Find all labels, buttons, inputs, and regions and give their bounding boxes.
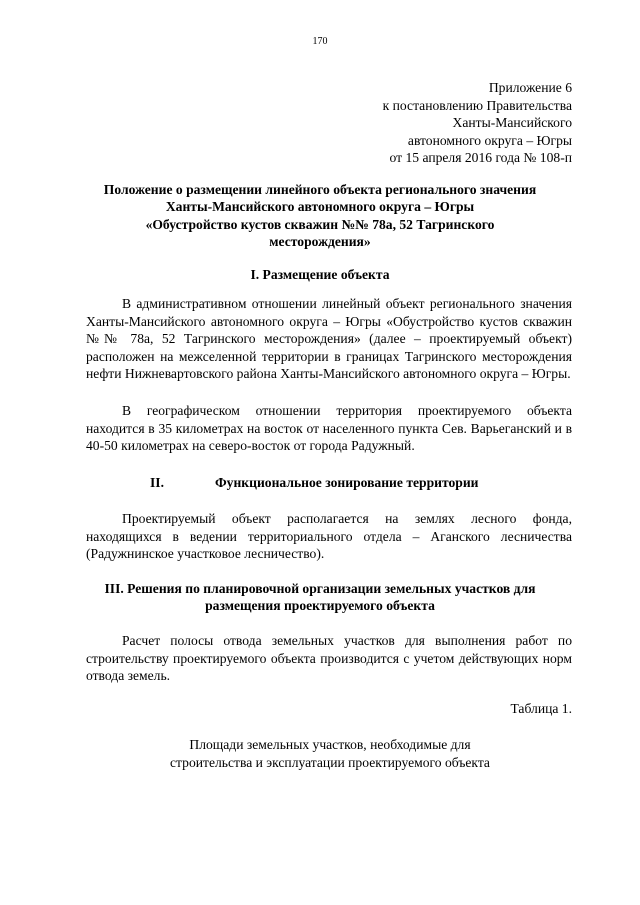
appendix-line: Ханты-Мансийского: [452, 115, 572, 131]
section-3-heading: [60, 580, 580, 615]
document-title: [60, 181, 580, 251]
appendix-line: к постановлению Правительства: [382, 97, 572, 113]
table-label: Таблица 1.: [510, 701, 572, 716]
title-line: Положение о размещении линейного объекта регионального значения: [103, 182, 537, 197]
section-2-paragraph-1: Проектируемый объект располагается на землях лесного фонда, находящихся в ведении территориального отдела – Аганского лесничества (Радужнинское участковое лесничество).: [86, 511, 572, 562]
table-caption-line: строительства и эксплуатации проектируемого объекта: [170, 754, 490, 770]
table-caption-line: Площади земельных участков, необходимые для: [189, 737, 471, 752]
section-2-number: II.: [150, 475, 164, 490]
title-line: Ханты-Мансийского автономного округа – Югры: [165, 199, 475, 215]
appendix-line: Приложение 6: [488, 80, 572, 95]
section-1-paragraph-2: В географическом отношении территория проектируемого объекта находится в 35 километрах на восток от населенного пункта Сев. Варьеганский и в 40-50 километрах на северо-восток от города Радужный.: [86, 403, 572, 454]
title-line: «Обустройство кустов скважин №№ 78а, 52 Тагринского: [145, 216, 495, 232]
section-1-heading: I. Размещение объекта: [250, 267, 390, 282]
section-1-paragraph-1: В административном отношении линейный объект регионального значения Ханты-Мансийского автономного округа – Югры «Обустройство кустов скважин №№ 78а, 52 Тагринского месторождения» (далее – проектируемый объект) расположен на межселенной территории в границах Тагринского месторождения нефти Нижневартовского района Ханты-Мансийского автономного округа – Югры.: [86, 296, 572, 382]
title-line: месторождения»: [269, 234, 371, 250]
appendix-line: от 15 апреля 2016 года № 108-п: [389, 150, 572, 166]
section-3-heading-line: III. Решения по планировочной организации земельных участков для: [104, 581, 536, 596]
table-caption: [60, 736, 600, 771]
section-3-paragraph-1: Расчет полосы отвода земельных участков для выполнения работ по строительству проектируемого объекта производится с учетом действующих норм отвода земель.: [86, 633, 572, 684]
section-3-heading-line: размещения проектируемого объекта: [205, 598, 435, 614]
appendix-header: [272, 79, 572, 167]
section-2-title: Функциональное зонирование территории: [215, 475, 479, 490]
page-number: 170: [312, 36, 328, 47]
appendix-line: автономного округа – Югры: [407, 132, 572, 148]
